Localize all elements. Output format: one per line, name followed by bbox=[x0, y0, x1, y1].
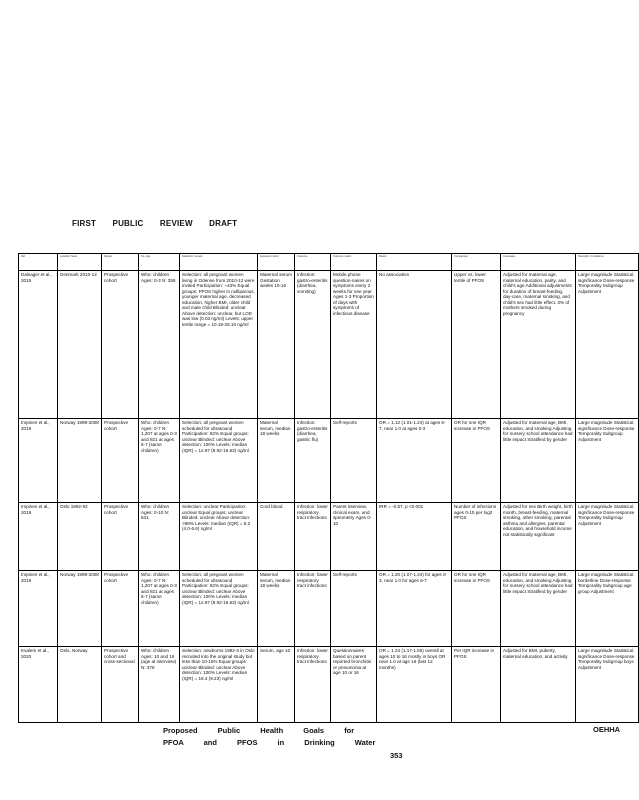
table-header-row bbox=[19, 254, 639, 271]
cell-strengths: Large magnitude Statistical significance Dose-response Temporality Subgroup Adjustment bbox=[576, 271, 639, 419]
cell-assessment: Self-reports bbox=[331, 571, 377, 647]
cell-comparison: OR for one IQR increase in PFOS bbox=[452, 419, 501, 503]
cell-design: Prospective cohort bbox=[102, 571, 139, 647]
cell-strengths: Large magnitude Statistical borderline Dose-response Temporality Subgroup age group Adjustment bbox=[576, 571, 639, 647]
cell-selection: Selection: newborns 1992-3 in Oslo recruited into the original study but less than 10-15% Equal groups: unclear Blinded: unclear Above detection: 100% Levels: median (IQR) = 19.4 (9.23) ng/ml bbox=[180, 647, 258, 723]
column-header: Location Years bbox=[58, 254, 102, 271]
footer-title bbox=[163, 725, 375, 749]
column-header: Comparison bbox=[452, 254, 501, 271]
column-header: Result bbox=[377, 254, 452, 271]
cell-population: Who: children Ages: 0-7 N: 1,207 at ages 0-3 and 921 at ages 6-7 (same children) bbox=[139, 571, 180, 647]
cell-selection: Selection: all pregnant women scheduled for ultrasound Participation: 82% Equal groups: unclear Blinded: unclear Above detection: 100% Levels: median (IQR) = 12.87 (9.92-16.63) ng/ml bbox=[180, 571, 258, 647]
cell-ref: Kvalem et al., 2020 bbox=[19, 647, 58, 723]
cell-outcome: Infection: gastro-enteritis (diarrhea, gastric flu) bbox=[295, 419, 331, 503]
cell-result: OR = 1.12 (1.01-1.24) at ages 6-7, near 1.0 at ages 0-3 bbox=[377, 419, 452, 503]
column-header: Strengths / Limitations bbox=[576, 254, 639, 271]
cell-comparison: Upper vs. lower tertile of PFOS bbox=[452, 271, 501, 419]
cell-ref: Impinen et al., 2019 bbox=[19, 419, 58, 503]
cell-exposure: Maternal serum, median 18 weeks bbox=[258, 571, 295, 647]
cell-outcome: Infection: lower respiratory tract infections bbox=[295, 503, 331, 571]
table-row bbox=[19, 503, 639, 571]
cell-location: Norway 1999-2008 bbox=[58, 419, 102, 503]
footer-title-line1: Proposed Public Health Goals for bbox=[163, 726, 355, 735]
cell-covariates: Adjusted for sex Birth weight, birth month, breast-feeding, maternal smoking, other smoking, parental asthma and allergies, parental education, and household income not statistically significant bbox=[501, 503, 576, 571]
cell-ref: Dalsager et al., 2016 bbox=[19, 271, 58, 419]
table-row bbox=[19, 571, 639, 647]
cell-assessment: Questionnaires based on parent reported bronchitis or pneumonia at age 10 or 16 bbox=[331, 647, 377, 723]
cell-result: No association bbox=[377, 271, 452, 419]
table-row bbox=[19, 647, 639, 723]
column-header: Covariates bbox=[501, 254, 576, 271]
column-header: Outcome matrix bbox=[331, 254, 377, 271]
cell-outcome: Infection: lower respiratory tract infections bbox=[295, 571, 331, 647]
cell-location: Norway 1999-2008 bbox=[58, 571, 102, 647]
cell-covariates: Adjusted for maternal age, maternal education, parity, and child's age Additional adjustments for duration of breast-feeding, day-care, maternal smoking, and child's sex had little effect. 3% of mothers smoked during pregnancy bbox=[501, 271, 576, 419]
cell-design: Prospective cohort and cross-sectional bbox=[102, 647, 139, 723]
page-number: 353 bbox=[390, 751, 403, 760]
cell-exposure: Maternal serum, median 18 weeks bbox=[258, 419, 295, 503]
cell-design: Prospective cohort bbox=[102, 419, 139, 503]
cell-comparison: Per IQR increase in PFOS bbox=[452, 647, 501, 723]
column-header: No. Age bbox=[139, 254, 180, 271]
cell-ref: Impinen et al., 2018 bbox=[19, 503, 58, 571]
cell-population: Who: children Ages: 10 and 16 (age at interview) N: 378 bbox=[139, 647, 180, 723]
footer-agency: OEHHA bbox=[593, 725, 621, 734]
cell-selection: Selection: unclear Participation: unclear Equal groups: unclear Blinded: unclear Above detection: >98% Levels: median (IQR) = 5.2 (4.0-6.6) ng/ml bbox=[180, 503, 258, 571]
cell-result: OR = 1.24 (1.17-1.55) overall at ages 10 to 16 mostly in boys OR near 1.0 at age 16 (last 12 months) bbox=[377, 647, 452, 723]
column-header: Exposure matrix bbox=[258, 254, 295, 271]
cell-population: Who: children Ages: 0-10 N: 641 bbox=[139, 503, 180, 571]
cell-exposure: Cord blood bbox=[258, 503, 295, 571]
cell-population: Who: children Ages: 0-3 N: 359 bbox=[139, 271, 180, 419]
draft-header: FIRST PUBLIC REVIEW DRAFT bbox=[72, 219, 238, 228]
cell-exposure: Maternal serum Gestation weeks 10-16 bbox=[258, 271, 295, 419]
cell-location: Denmark 2010-12 bbox=[58, 271, 102, 419]
cell-outcome: Infection: gastro-enteritis (diarrhea, vomiting) bbox=[295, 271, 331, 419]
cell-selection: Selection: all pregnant women living in Odense from 2010-12 were invited Participation: ~43% Equal groups: PFOS higher in nulliparous, younger maternal age, decreased education, higher BMI, older child and male child Blinded: unclear Above detection: unclear, but LOD was low (0.03 ng/ml) Levels: upper tertile range = 10.19-25.10 ng/ml bbox=[180, 271, 258, 419]
cell-covariates: Adjusted for BMI, puberty, maternal education, and activity bbox=[501, 647, 576, 723]
cell-assessment: Parent interview, clinical exam, and spirometry Ages 0-10 bbox=[331, 503, 377, 571]
cell-covariates: Adjusted for maternal age, BMI, education, and smoking Adjusting for nursery school attendance had little impact Stratified by gender bbox=[501, 571, 576, 647]
column-header: Outcome bbox=[295, 254, 331, 271]
cell-design: Prospective cohort bbox=[102, 503, 139, 571]
cell-location: Oslo, Norway bbox=[58, 647, 102, 723]
cell-population: Who: children Ages: 0-7 N: 1,207 at ages 0-3 and 921 at ages 6-7 (same children) bbox=[139, 419, 180, 503]
table-row bbox=[19, 419, 639, 503]
cell-strengths: Large magnitude Statistical significance Dose-response Temporality Subgroup Adjustment bbox=[576, 419, 639, 503]
cell-location: Oslo 1992-93 bbox=[58, 503, 102, 571]
column-header: Design bbox=[102, 254, 139, 271]
cell-assessment: Mobile phone question-naires on symptoms every 2 weeks for one year Ages 1-3 Proportion of days with symptoms of infectious disease bbox=[331, 271, 377, 419]
cell-strengths: Large magnitude Statistical significance Dose-response Temporality Subgroup boys Adjustment bbox=[576, 647, 639, 723]
cell-comparison: Number of infections ages 0-10 per log2 PFOS bbox=[452, 503, 501, 571]
cell-design: Prospective cohort bbox=[102, 271, 139, 419]
cell-strengths: Large magnitude Statistical significance Dose-response Temporality Subgroup Adjustment bbox=[576, 503, 639, 571]
cell-comparison: OR for one IQR increase in PFOS bbox=[452, 571, 501, 647]
cell-covariates: Adjusted for maternal age, BMI, education, and smoking Adjusting for nursery school attendance had little impact Stratified by gender bbox=[501, 419, 576, 503]
cell-assessment: Self-reports bbox=[331, 419, 377, 503]
cell-exposure: Serum, age 10 bbox=[258, 647, 295, 723]
evidence-table bbox=[18, 253, 639, 723]
column-header: Ref bbox=[19, 254, 58, 271]
cell-result: IRR = -0.57, p <0.001 bbox=[377, 503, 452, 571]
footer-title-line2: PFOA and PFOS in Drinking Water bbox=[163, 738, 376, 747]
table-row bbox=[19, 271, 639, 419]
column-header: Selection / Levels bbox=[180, 254, 258, 271]
cell-selection: Selection: all pregnant women scheduled for ultrasound Participation: 82% Equal groups: unclear Blinded: unclear Above detection: 100% Levels: median (IQR) = 12.87 (9.92-16.63) ng/ml bbox=[180, 419, 258, 503]
cell-ref: Impinen et al., 2019 bbox=[19, 571, 58, 647]
cell-outcome: Infection: lower respiratory tract infections bbox=[295, 647, 331, 723]
cell-result: OR = 1.20 (1.07-1.34) for ages 0-3, near 1.0 for ages 6-7 bbox=[377, 571, 452, 647]
